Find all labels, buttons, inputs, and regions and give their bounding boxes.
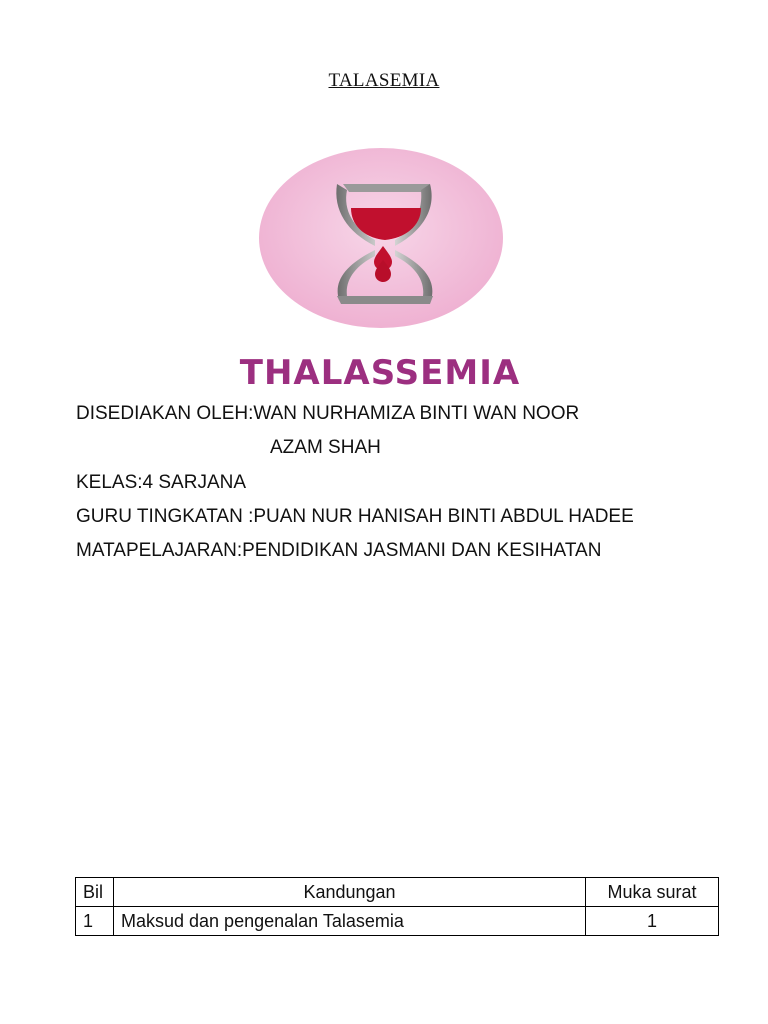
logo-wordmark: THALASSEMIA (239, 353, 521, 393)
row-bil: 1 (76, 907, 114, 936)
row-muka-surat: 1 (586, 907, 719, 936)
table-header-row (76, 878, 719, 907)
hourglass-top-right (343, 184, 430, 192)
prepared-by-continuation: AZAM SHAH (270, 437, 381, 458)
table-row (76, 907, 719, 936)
hourglass-base (337, 296, 433, 304)
header-muka-surat: Muka surat (586, 878, 719, 907)
row-kandungan: Maksud dan pengenalan Talasemia (114, 907, 586, 936)
subject: MATAPELAJARAN:PENDIDIKAN JASMANI DAN KESIHATAN (76, 540, 602, 561)
prepared-by: DISEDIAKAN OLEH:WAN NURHAMIZA BINTI WAN NOOR (76, 403, 580, 424)
hourglass-blood-drop-icon (225, 140, 535, 395)
contents-table (75, 877, 719, 936)
header-bil: Bil (76, 878, 114, 907)
class-label: KELAS:4 SARJANA (76, 472, 247, 493)
page-title: TALASEMIA (328, 70, 440, 91)
thalassemia-logo (225, 140, 535, 395)
form-teacher: GURU TINGKATAN :PUAN NUR HANISAH BINTI ABDUL HADEE (76, 506, 634, 527)
header-kandungan: Kandungan (114, 878, 586, 907)
